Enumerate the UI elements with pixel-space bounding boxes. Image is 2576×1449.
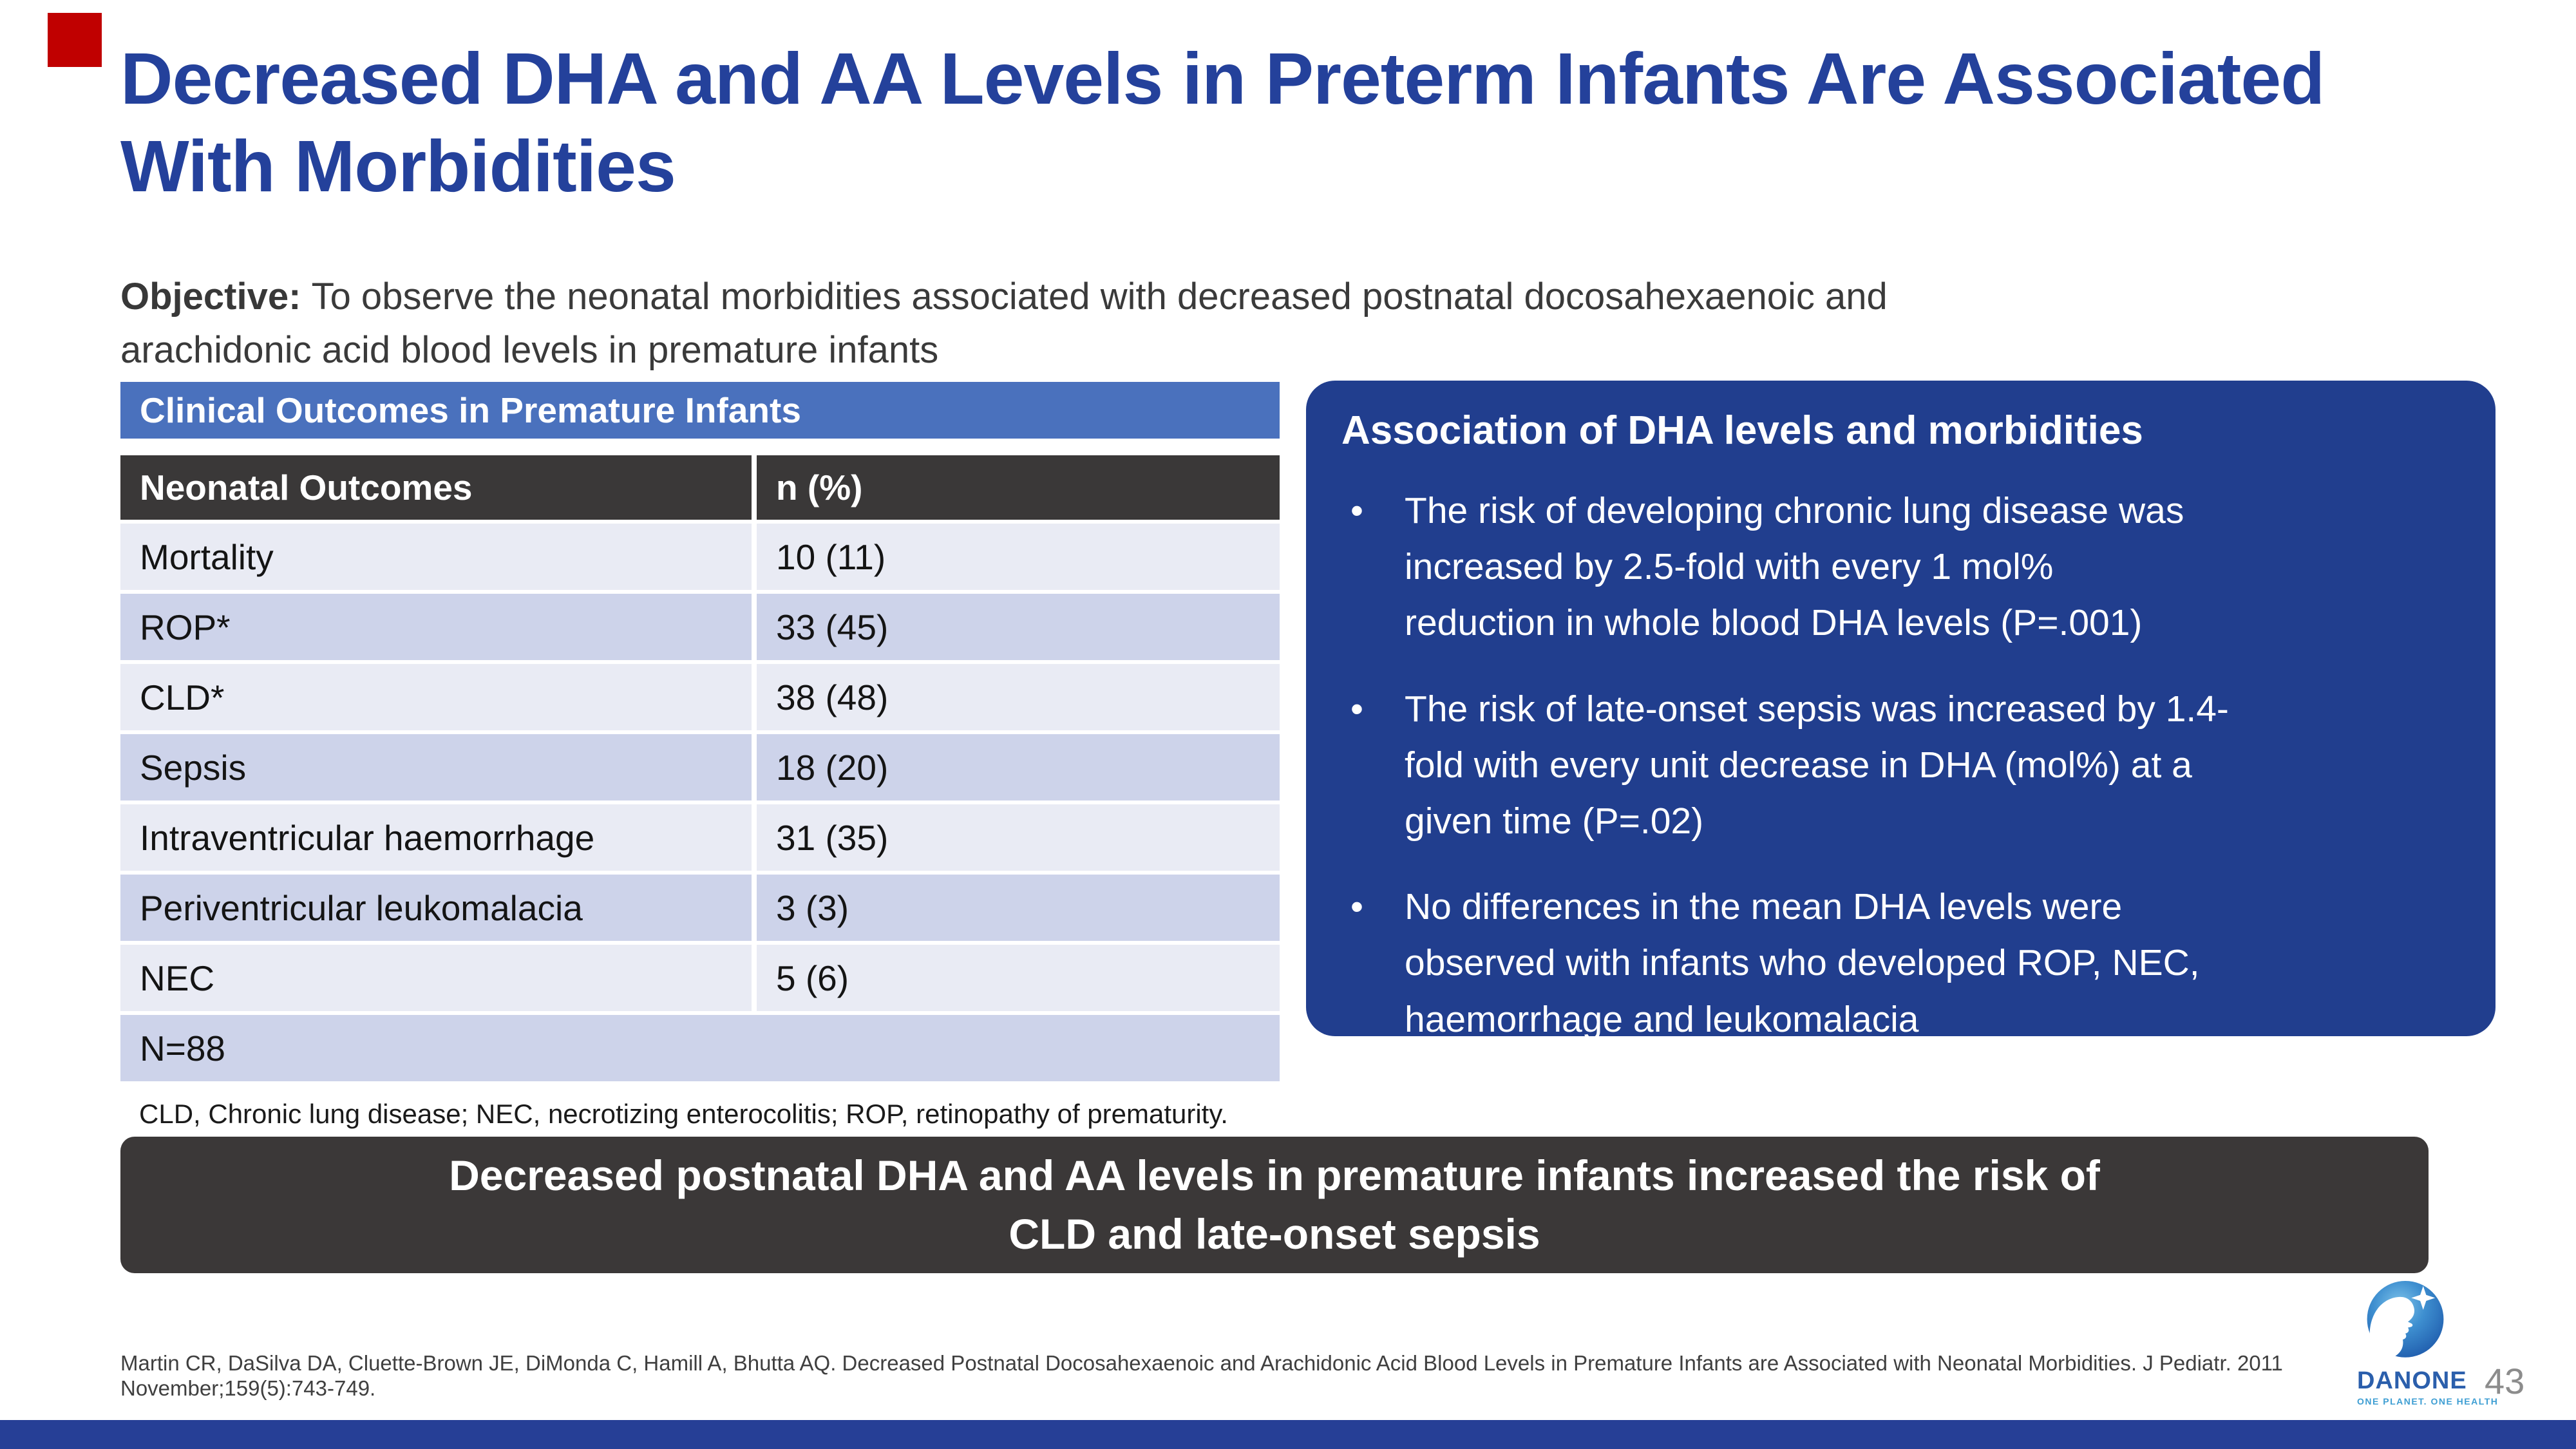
- table-row: [120, 875, 1280, 941]
- table-sample-size-row: N=88: [120, 1015, 1280, 1081]
- page-title-line2: With Morbidities: [120, 125, 676, 207]
- bullet-line: haemorrhage and leukomalacia: [1405, 998, 1919, 1040]
- page-number: 43: [2485, 1361, 2525, 1401]
- table-footnote: CLD, Chronic lung disease; NEC, necrotizing enterocolitis; ROP, retinopathy of prematurity.: [139, 1099, 1228, 1129]
- table-cell-outcome: ROP*: [120, 594, 752, 660]
- table-row: [120, 734, 1280, 800]
- danone-tagline: ONE PLANET. ONE HEALTH: [2357, 1396, 2499, 1406]
- objective-line2: arachidonic acid blood levels in premature infants: [120, 328, 939, 371]
- table-cell-value: 10 (11): [757, 524, 1280, 590]
- bullet-line: • No differences in the mean DHA levels were: [1405, 886, 2123, 928]
- table-cell-outcome: NEC: [120, 945, 752, 1011]
- dha-association-callout: [1306, 381, 2496, 1040]
- table-cell-value: 38 (48): [757, 664, 1280, 730]
- clinical-outcomes-table: [120, 382, 1280, 1081]
- callout-heading: Association of DHA levels and morbidities: [1341, 408, 2143, 453]
- table-cell-value: 31 (35): [757, 804, 1280, 871]
- table-cell-value: 33 (45): [757, 594, 1280, 660]
- table-header-row: [120, 455, 1280, 520]
- table-cell-outcome: CLD*: [120, 664, 752, 730]
- danone-globe-child-icon: [2362, 1278, 2449, 1363]
- citation-line1: Martin CR, DaSilva DA, Cluette-Brown JE, DiMonda C, Hamill A, Bhutta AQ. Decreased Postnatal Docosahexaenoic and Arachidonic Acid Blood Levels in Premature Infants are Associated with Neonatal Morbidities. J Pediatr. 2011: [120, 1351, 2283, 1375]
- table-cell-outcome: Mortality: [120, 524, 752, 590]
- table-row: [120, 664, 1280, 730]
- red-accent-square: [48, 13, 102, 67]
- table-row: [120, 524, 1280, 590]
- table-cell-value: 5 (6): [757, 945, 1280, 1011]
- objective-line1: [120, 270, 2452, 324]
- conclusion-banner-line1: Decreased postnatal DHA and AA levels in premature infants increased the risk of: [449, 1151, 2100, 1199]
- table-header-neonatal-outcomes: Neonatal Outcomes: [120, 455, 752, 520]
- callout-bullet: [1341, 879, 2463, 1048]
- bullet-line: given time (P=.02): [1405, 800, 1704, 842]
- table-cell-value: 18 (20): [757, 734, 1280, 800]
- table-row: [120, 945, 1280, 1011]
- bullet-line: observed with infants who developed ROP, NEC,: [1405, 942, 2200, 984]
- table-cell-outcome: Sepsis: [120, 734, 752, 800]
- bottom-brand-bar: [0, 1420, 2576, 1449]
- conclusion-banner-line2: CLD and late-onset sepsis: [1009, 1210, 1540, 1258]
- callout-bullet: [1341, 681, 2463, 850]
- bullet-line: increased by 2.5-fold with every 1 mol%: [1405, 546, 2054, 588]
- table-row: [120, 804, 1280, 871]
- table-cell-value: 3 (3): [757, 875, 1280, 941]
- objective-line1-rest: To observe the neonatal morbidities associated with decreased postnatal docosahexaenoic and: [311, 276, 1888, 317]
- bullet-line: fold with every unit decrease in DHA (mol%) at a: [1405, 744, 2192, 786]
- page-title-line1: Decreased DHA and AA Levels in Preterm Infants Are Associated: [120, 38, 2325, 119]
- callout-bullet: [1341, 483, 2463, 652]
- callout-bullet-list: [1341, 483, 2463, 1048]
- conclusion-banner: [120, 1137, 2429, 1273]
- table-cell-outcome: Periventricular leukomalacia: [120, 875, 752, 941]
- bullet-line: • The risk of late-onset sepsis was increased by 1.4-: [1405, 688, 2229, 730]
- table-cell-outcome: Intraventricular haemorrhage: [120, 804, 752, 871]
- table-header-n-percent: n (%): [757, 455, 1280, 520]
- danone-logo: [2357, 1278, 2499, 1406]
- page-title: [120, 35, 2439, 210]
- danone-wordmark: DANONE: [2357, 1367, 2467, 1394]
- objective-text: [120, 270, 2452, 377]
- reference-citation: [120, 1351, 2323, 1401]
- table-caption: Clinical Outcomes in Premature Infants: [120, 382, 1280, 439]
- objective-label: Objective:: [120, 276, 301, 317]
- bullet-line: reduction in whole blood DHA levels (P=.001): [1405, 602, 2143, 644]
- bullet-line: • The risk of developing chronic lung disease was: [1405, 490, 2184, 531]
- citation-line2: November;159(5):743-749.: [120, 1376, 376, 1400]
- table-row: [120, 594, 1280, 660]
